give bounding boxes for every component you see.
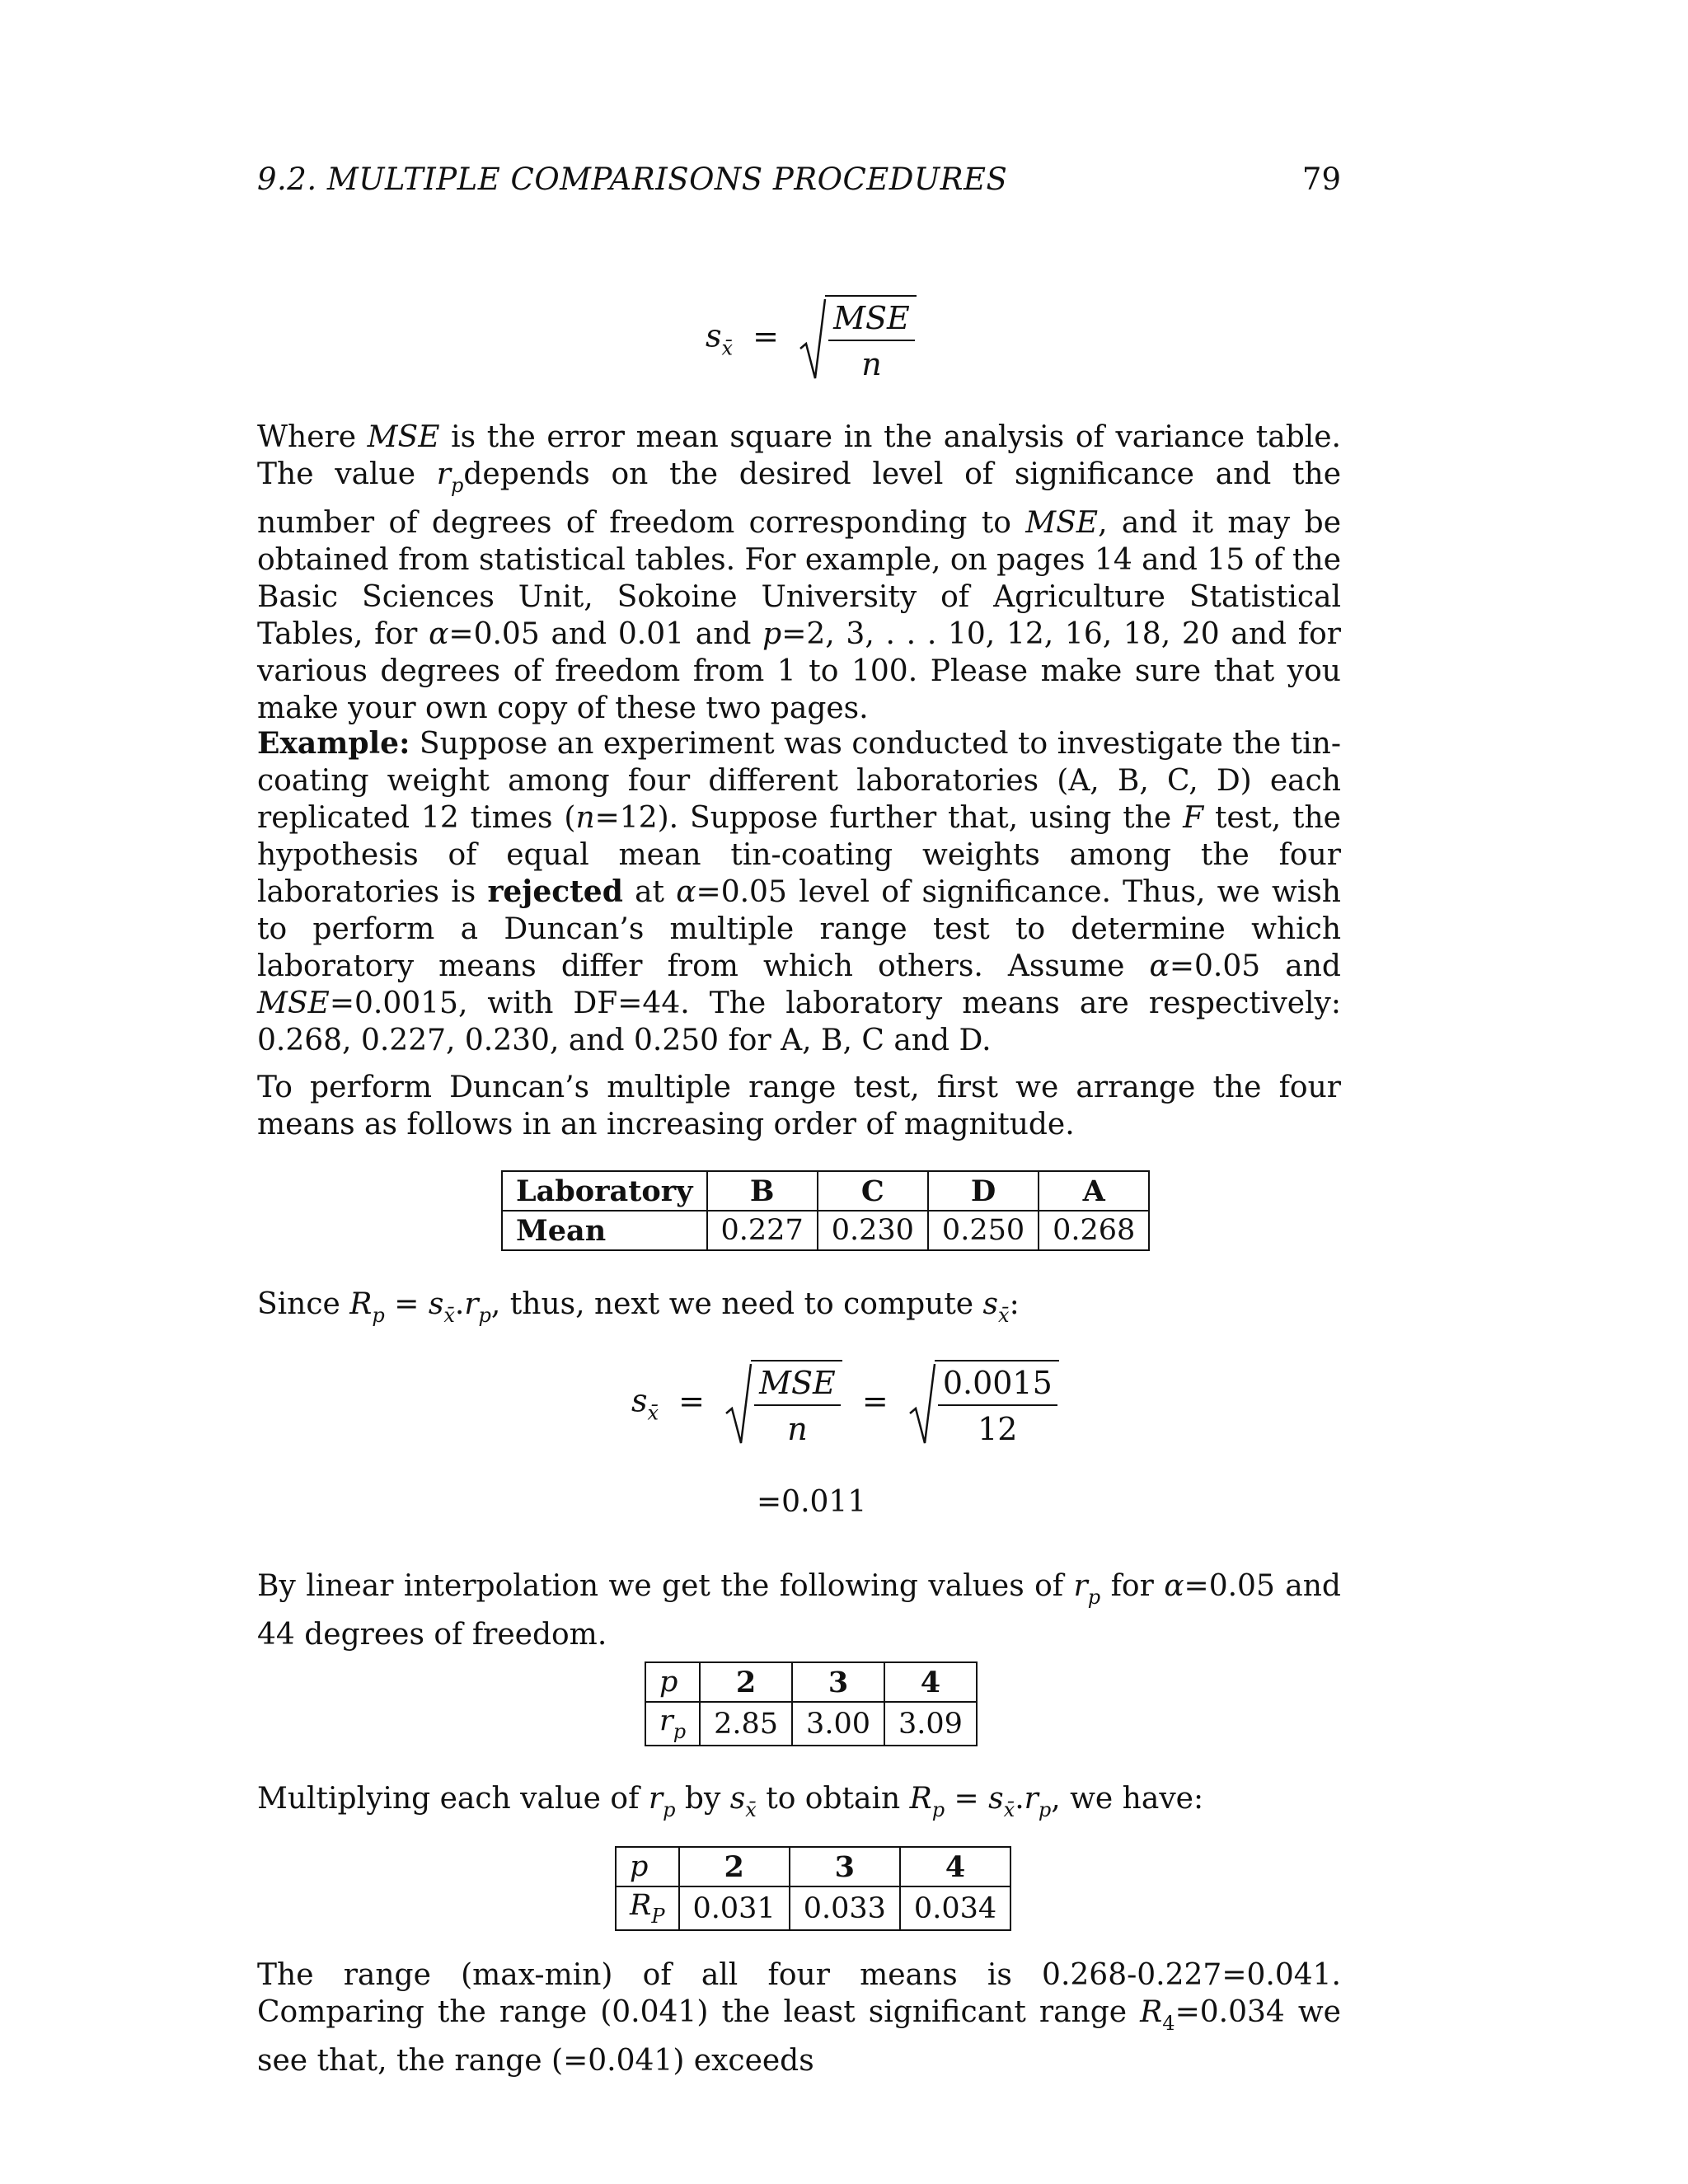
sqrt [724, 1360, 842, 1447]
table-row: p 2 3 4 [645, 1662, 977, 1702]
table-row: Mean 0.227 0.230 0.250 0.268 [502, 1211, 1149, 1250]
page-number: 79 [1301, 162, 1341, 197]
radical-sign [908, 1362, 936, 1445]
fraction: $\frac{0.0015}{12}$ [938, 1365, 1057, 1447]
sqrt [908, 1360, 1059, 1447]
running-header [257, 162, 1341, 203]
fraction: $\frac{\text{MSE}}{n}$ [754, 1365, 841, 1447]
paragraph-arrange-means: To perform Duncan’s multiple range test, first we arrange the four means as follows in an increasing order of magnitude. [257, 1071, 1341, 1141]
table-rp-values [645, 1661, 978, 1746]
paragraph-interpolation: By linear interpolation we get the following values of $r_p$ for α=0.05 and 44 degrees of freedom. [257, 1569, 1341, 1652]
table-row: Laboratory B C D A [502, 1171, 1149, 1211]
paragraph-range-comparison: The range (max-min) of all four means is 0.268-0.227=0.041. Comparing the range (0.041) the least significant range $R_4=0.034$ we see that, the range (=0.041) exceeds [257, 1958, 1341, 2078]
paragraph-compute-se: Since $R_p = s_{x̄}.r_p$, thus, next we need to compute $s_{x̄}$: [257, 1287, 1020, 1327]
paragraph-multiply: Multiplying each value of $r_p$ by $s_{x̄}$ to obtain $R_p = s_{x̄}.r_p$, we have: [257, 1782, 1204, 1821]
table-Rp-values [615, 1846, 1011, 1931]
table-row: $r_p$ 2.85 3.00 3.09 [645, 1702, 977, 1746]
formula-result: =0.011 [757, 1485, 867, 1519]
radical-sign [799, 298, 827, 380]
paragraph-mse-definition: Where MSE is the error mean square in the analysis of variance table. The value $r_pdepends$ on the desired level of significance and the number of degrees of freedom corresponding to MSE, and it may be obtained from statistical tables. For example, on pages 14 and 15 of the Basic Sciences Unit, Sokoine University of Agriculture Statistical Tables, for α=0.05 and 0.01 and p=2, 3, . . . 10, 12, 16, 18, 20 and for various degrees of freedom from 1 to 100. Please make sure that you make your own copy of these two pages. [257, 420, 1342, 725]
table-laboratory-means [501, 1170, 1150, 1251]
radical-sign [724, 1362, 753, 1445]
sqrt [799, 295, 917, 382]
formula-standard-error-computed: $s_{x̄}$ = $\frac{\text{MSE}}{n}$ = $\frac{0.0015}{12}$ [631, 1360, 1059, 1447]
section-title: 9.2. MULTIPLE COMPARISONS PROCEDURES [257, 162, 1008, 197]
fraction: $\frac{\text{MSE}}{n}$ [828, 300, 915, 382]
table-row: $R_P$ 0.031 0.033 0.034 [616, 1886, 1010, 1930]
table-row: p 2 3 4 [616, 1847, 1010, 1886]
paragraph-example: Example: Suppose an experiment was conducted to investigate the tin-coating weight among four different laboratories (A, B, C, D) each replicated 12 times (n=12). Suppose further that, using the F test, the hypothesis of equal mean tin-coating weights among the four laboratories is rejected at α=0.05 level of significance. Thus, we wish to perform a Duncan’s multiple range test to determine which laboratory means differ from which others. Assume α=0.05 and MSE=0.0015, with DF=44. The laboratory means are respectively: 0.268, 0.227, 0.230, and 0.250 for A, B, C and D. [257, 726, 1341, 1057]
formula-standard-error: $s_{x̄}$ = $\frac{\text{MSE}}{n}$ [706, 295, 917, 382]
